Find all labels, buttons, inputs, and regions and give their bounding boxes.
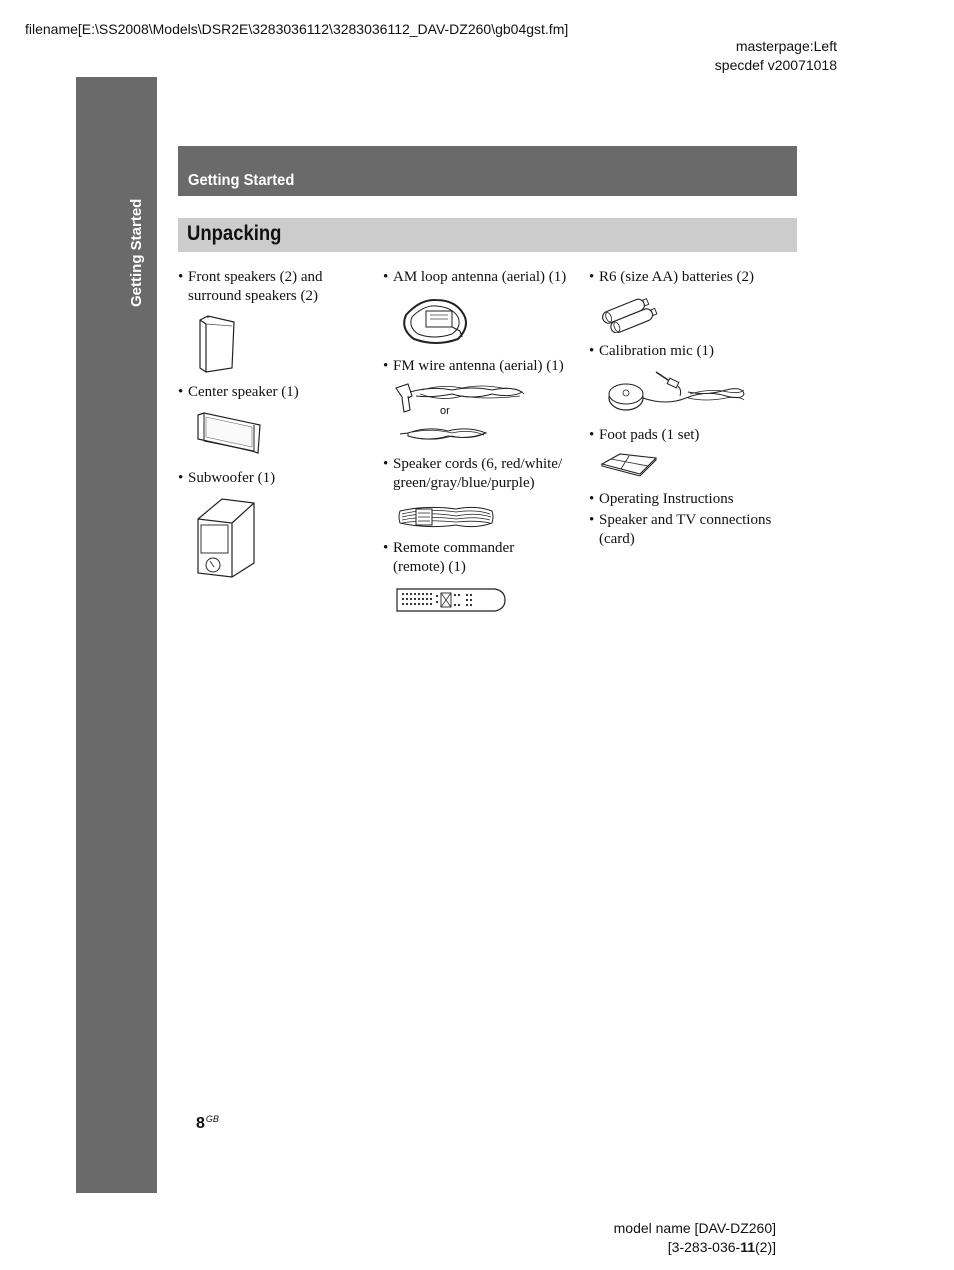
center-speaker-illustration [196, 411, 266, 455]
list-item-foot-pads: • Foot pads (1 set) [589, 426, 789, 445]
section-title: Getting Started [188, 172, 295, 189]
document-code-bold: 11 [740, 1239, 755, 1255]
filename-header: filename[E:\SS2008\Models\DSR2E\3283036112\3283036112_DAV-DZ260\gb04gst.fm] [25, 21, 569, 37]
fm-antenna-wire-illustration [398, 424, 490, 446]
heading-banner [178, 218, 797, 252]
masterpage-label: masterpage:Left [735, 38, 837, 54]
speaker-cords-illustration [396, 503, 496, 531]
calibration-mic-illustration [606, 368, 748, 416]
fm-antenna-plug-illustration [392, 382, 528, 416]
sidebar-label-text: Getting Started [128, 198, 145, 307]
front-speaker-illustration [196, 314, 238, 374]
or-label: or [440, 405, 450, 417]
am-antenna-illustration [400, 297, 470, 345]
page-title: Unpacking [187, 222, 282, 245]
sidebar-label [128, 198, 148, 447]
list-item-remote: • Remote commander (remote) (1) [383, 539, 553, 577]
page-number-suffix: GB [205, 1114, 219, 1124]
specdef-label: specdef v20071018 [714, 57, 837, 73]
foot-pads-illustration [600, 452, 658, 478]
list-item-batteries: • R6 (size AA) batteries (2) [589, 268, 789, 287]
batteries-illustration [599, 295, 661, 333]
document-code-suffix: (2)] [755, 1239, 776, 1255]
document-code [614, 1238, 776, 1257]
subwoofer-illustration [196, 497, 258, 579]
remote-illustration [395, 587, 507, 613]
document-code-prefix: [3-283-036- [667, 1239, 741, 1255]
page-number [196, 1114, 219, 1133]
page-number-value: 8 [196, 1115, 205, 1132]
list-item-front-speakers: • Front speakers (2) and surround speakers (2) [178, 268, 348, 306]
list-item-operating-instructions: • Operating Instructions [589, 490, 789, 509]
list-item-fm-antenna: • FM wire antenna (aerial) (1) [383, 357, 593, 376]
list-item-speaker-cords: • Speaker cords (6, red/white/ green/gray/blue/purple) [383, 455, 583, 493]
model-name: model name [DAV-DZ260] [613, 1220, 776, 1236]
section-banner [178, 146, 797, 196]
masterpage-info [715, 37, 837, 75]
list-item-subwoofer: • Subwoofer (1) [178, 469, 348, 488]
list-item-connections-card: • Speaker and TV connections (card) [589, 511, 789, 549]
list-item-center-speaker: • Center speaker (1) [178, 383, 348, 402]
list-item-calibration-mic: • Calibration mic (1) [589, 342, 789, 361]
list-item-am-antenna: • AM loop antenna (aerial) (1) [383, 268, 593, 287]
footer-model-info [614, 1219, 776, 1257]
